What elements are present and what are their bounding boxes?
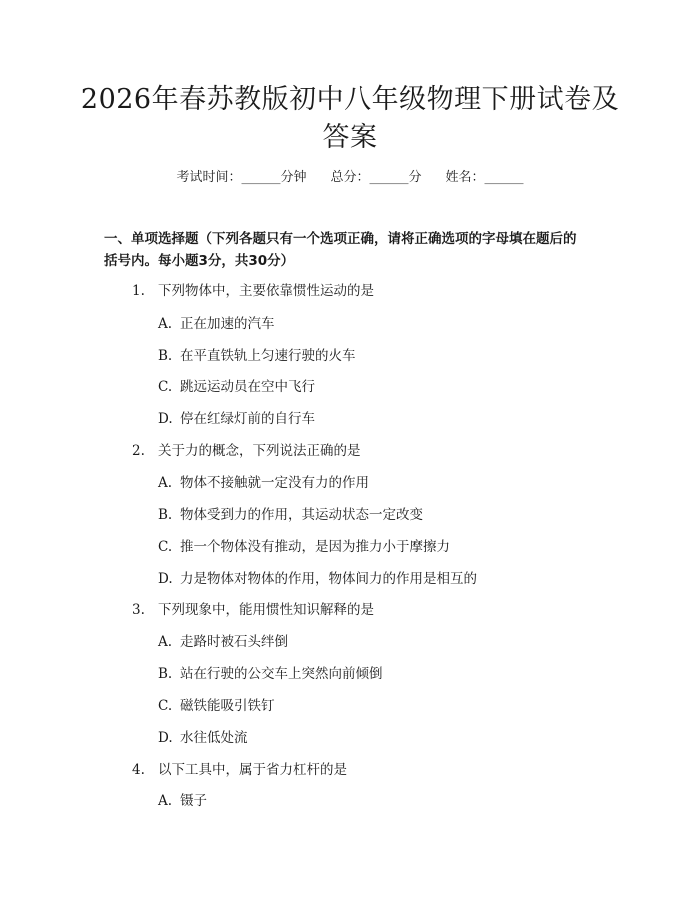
option-text: 站在行驶的公交车上突然向前倾倒 bbox=[180, 666, 383, 682]
option-key: B. bbox=[158, 348, 173, 364]
option-text: 正在加速的汽车 bbox=[180, 316, 275, 332]
option-key: D. bbox=[158, 571, 173, 587]
student-name-field: 姓名：______ bbox=[445, 170, 524, 185]
option-key: A. bbox=[158, 793, 173, 809]
question-3-option-a bbox=[158, 632, 288, 652]
option-text: 在平直铁轨上匀速行驶的火车 bbox=[180, 348, 356, 364]
question-number: 1. bbox=[132, 283, 145, 299]
option-text: 停在红绿灯前的自行车 bbox=[180, 411, 315, 427]
question-2-option-a bbox=[158, 473, 369, 493]
option-key: B. bbox=[158, 507, 173, 523]
question-number: 2. bbox=[132, 443, 145, 459]
option-text: 物体受到力的作用，其运动状态一定改变 bbox=[180, 507, 423, 523]
option-text: 水往低处流 bbox=[180, 730, 248, 746]
question-4-option-a bbox=[158, 791, 207, 811]
question-3-option-d bbox=[158, 728, 248, 748]
question-text: 下列物体中，主要依靠惯性运动的是 bbox=[158, 283, 374, 299]
question-text: 关于力的概念，下列说法正确的是 bbox=[158, 443, 361, 459]
question-3-option-b bbox=[158, 664, 383, 684]
question-1-option-c bbox=[158, 377, 315, 397]
option-text: 磁铁能吸引铁钉 bbox=[180, 698, 275, 714]
option-text: 物体不接触就一定没有力的作用 bbox=[180, 475, 369, 491]
question-1-option-a bbox=[158, 314, 275, 334]
option-key: D. bbox=[158, 730, 173, 746]
option-text: 力是物体对物体的作用，物体间力的作用是相互的 bbox=[180, 571, 477, 587]
question-3-option-c bbox=[158, 696, 275, 716]
section-heading-line-2: 括号内。每小题3分，共30分） bbox=[104, 253, 295, 269]
exam-title-line-2: 答案 bbox=[322, 122, 378, 153]
option-key: D. bbox=[158, 411, 173, 427]
question-1-option-b bbox=[158, 346, 356, 366]
option-key: A. bbox=[158, 475, 173, 491]
question-2-option-b bbox=[158, 505, 423, 525]
option-key: B. bbox=[158, 666, 173, 682]
exam-time-field: 考试时间：______分钟 bbox=[176, 170, 307, 185]
option-key: C. bbox=[158, 539, 173, 555]
option-key: A. bbox=[158, 316, 173, 332]
exam-meta bbox=[0, 168, 700, 188]
exam-title-line-1: 2026年春苏教版初中八年级物理下册试卷及 bbox=[80, 84, 620, 115]
question-number: 4. bbox=[132, 762, 145, 778]
question-text: 下列现象中，能用惯性知识解释的是 bbox=[158, 602, 374, 618]
option-text: 走路时被石头绊倒 bbox=[180, 634, 288, 650]
question-2-option-d bbox=[158, 569, 477, 589]
option-text: 推一个物体没有推动，是因为推力小于摩擦力 bbox=[180, 539, 450, 555]
option-key: C. bbox=[158, 698, 173, 714]
question-2-option-c bbox=[158, 537, 450, 557]
question-3 bbox=[132, 600, 374, 620]
option-key: A. bbox=[158, 634, 173, 650]
question-text: 以下工具中，属于省力杠杆的是 bbox=[158, 762, 347, 778]
question-1-option-d bbox=[158, 409, 315, 429]
question-number: 3. bbox=[132, 602, 145, 618]
question-2 bbox=[132, 441, 361, 461]
question-4 bbox=[132, 760, 347, 780]
option-key: C. bbox=[158, 379, 173, 395]
question-1 bbox=[132, 281, 374, 301]
total-score-field: 总分：______分 bbox=[330, 170, 422, 185]
option-text: 镊子 bbox=[180, 793, 207, 809]
option-text: 跳远运动员在空中飞行 bbox=[180, 379, 315, 395]
section-heading-line-1: 一、单项选择题（下列各题只有一个选项正确，请将正确选项的字母填在题后的 bbox=[104, 231, 577, 247]
